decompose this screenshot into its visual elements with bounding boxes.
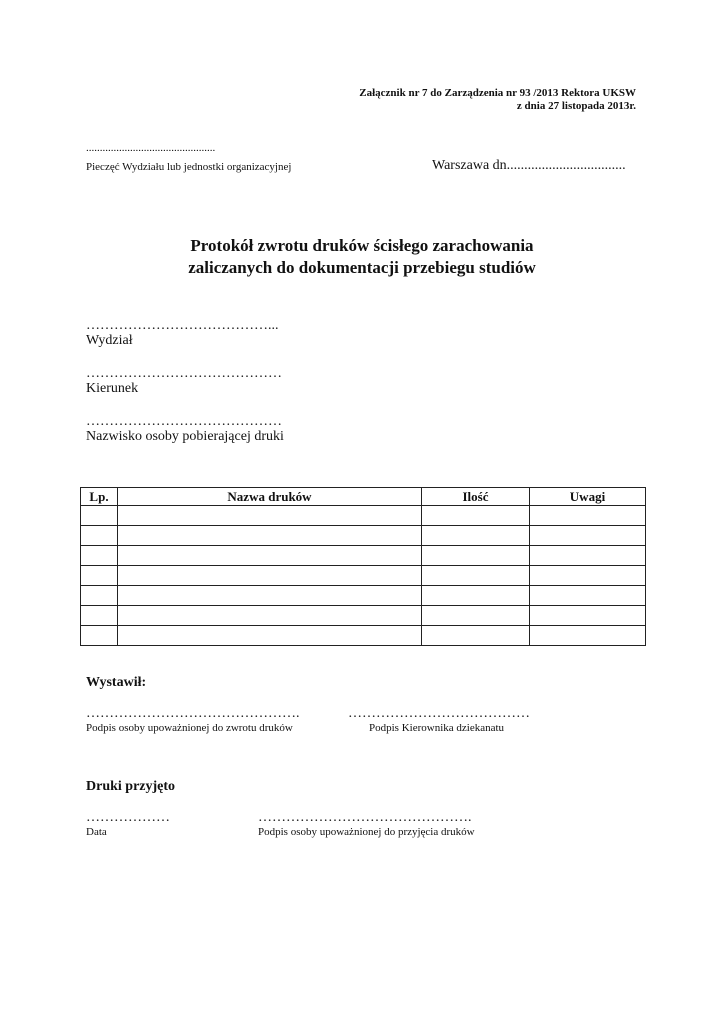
stamp-label: Pieczęć Wydziału lub jednostki organizacyjnej (86, 161, 292, 173)
table-cell[interactable] (81, 546, 118, 566)
table-cell[interactable] (530, 546, 646, 566)
header-line-1: Załącznik nr 7 do Zarządzenia nr 93 /2013 Rektora UKSW (359, 87, 636, 99)
column-header-quantity: Ilość (422, 488, 530, 506)
column-header-lp: Lp. (81, 488, 118, 506)
recipient-label: Nazwisko osoby pobierającej druki (86, 429, 284, 444)
receiver-signature-dots: ………………………………………. (258, 810, 472, 825)
table-cell[interactable] (81, 566, 118, 586)
table-row (81, 626, 646, 646)
table-cell[interactable] (530, 506, 646, 526)
table-cell[interactable] (422, 566, 530, 586)
table-cell[interactable] (118, 626, 422, 646)
table-cell[interactable] (118, 586, 422, 606)
table-cell[interactable] (422, 626, 530, 646)
table-row (81, 526, 646, 546)
stamp-dots: ............................................... (86, 142, 216, 154)
course-label: Kierunek (86, 381, 139, 396)
faculty-dots: …………………………………... (86, 318, 279, 333)
received-heading: Druki przyjęto (86, 779, 176, 794)
issuer-signature-dots: ………………………………………. (86, 706, 300, 721)
column-header-notes: Uwagi (530, 488, 646, 506)
table-row (81, 606, 646, 626)
table-cell[interactable] (422, 586, 530, 606)
table-row (81, 506, 646, 526)
table-cell[interactable] (118, 526, 422, 546)
table-cell[interactable] (530, 626, 646, 646)
table-cell[interactable] (118, 606, 422, 626)
receiver-signature-label: Podpis osoby upoważnionej do przyjęcia druków (258, 826, 475, 838)
place-date: Warszawa dn.................................. (432, 158, 626, 173)
recipient-dots: …………………………………… (86, 414, 282, 429)
title-line-1: Protokół zwrotu druków ścisłego zarachowania (190, 236, 534, 255)
faculty-label: Wydział (86, 333, 133, 348)
table-cell[interactable] (530, 606, 646, 626)
table-cell[interactable] (118, 566, 422, 586)
table-row (81, 586, 646, 606)
table-header-row (81, 488, 646, 506)
date-label: Data (86, 826, 107, 838)
column-header-name: Nazwa druków (118, 488, 422, 506)
table-cell[interactable] (81, 506, 118, 526)
table-cell[interactable] (118, 546, 422, 566)
office-head-signature-label: Podpis Kierownika dziekanatu (369, 722, 505, 734)
table-cell[interactable] (530, 526, 646, 546)
table-cell[interactable] (422, 606, 530, 626)
title-line-2: zaliczanych do dokumentacji przebiegu studiów (188, 258, 536, 277)
table-row (81, 546, 646, 566)
prints-table (80, 487, 646, 646)
course-dots: …………………………………… (86, 366, 282, 381)
table-cell[interactable] (422, 506, 530, 526)
table-cell[interactable] (530, 586, 646, 606)
table-cell[interactable] (81, 526, 118, 546)
table-cell[interactable] (81, 606, 118, 626)
table-cell[interactable] (530, 566, 646, 586)
table-cell[interactable] (422, 546, 530, 566)
table-cell[interactable] (422, 526, 530, 546)
office-head-signature-dots: ………………………………… (348, 706, 530, 721)
table-row (81, 566, 646, 586)
table-cell[interactable] (81, 586, 118, 606)
issuer-signature-label: Podpis osoby upoważnionej do zwrotu druków (86, 722, 293, 734)
date-dots: ……………… (86, 810, 170, 825)
table-cell[interactable] (81, 626, 118, 646)
issued-heading: Wystawił: (86, 675, 147, 690)
table-cell[interactable] (118, 506, 422, 526)
header-line-2: z dnia 27 listopada 2013r. (516, 100, 636, 112)
